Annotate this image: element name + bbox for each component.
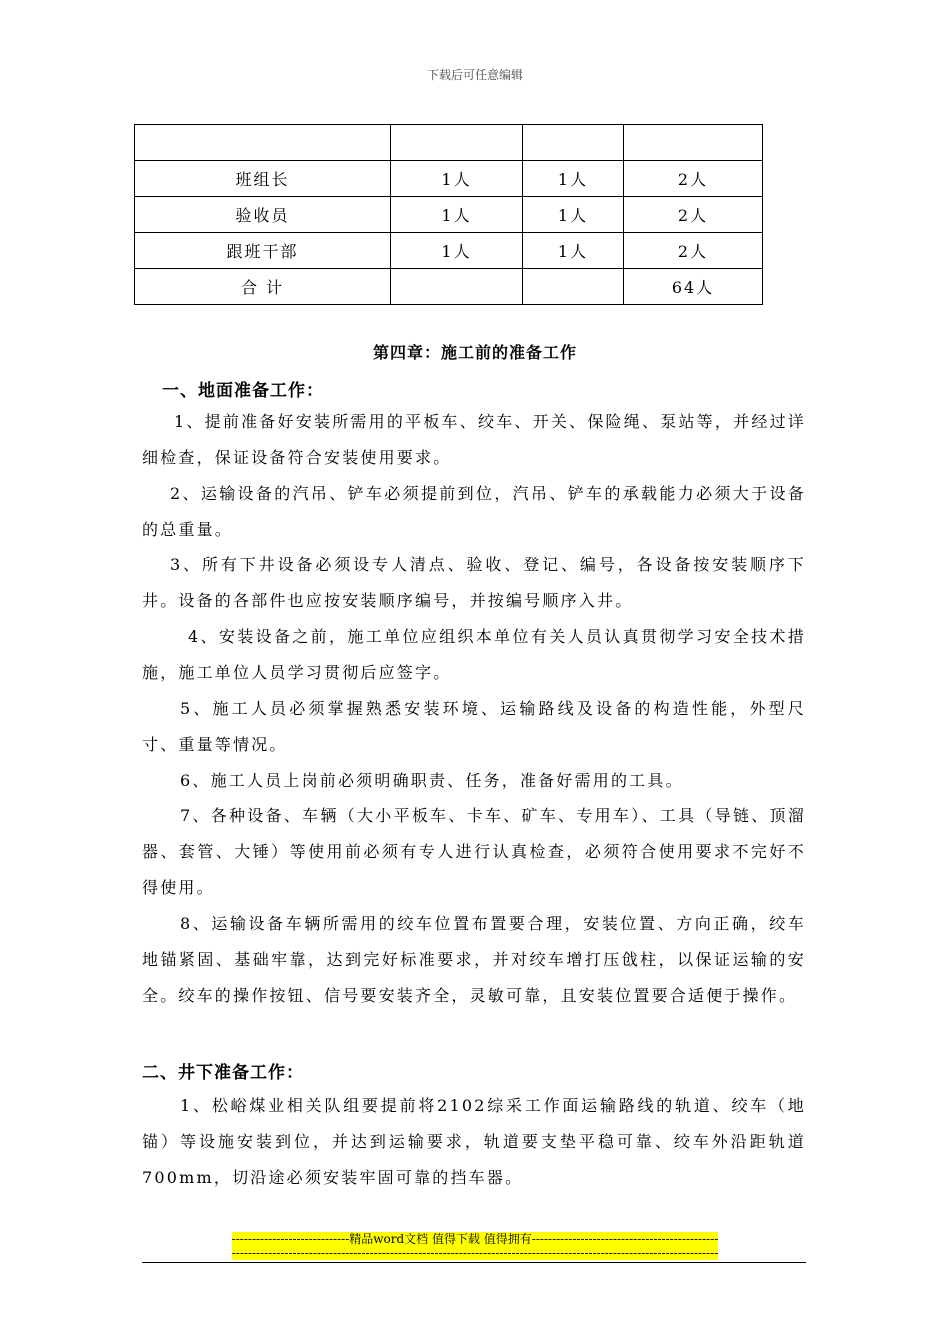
paragraph: 1、松峪煤业相关队组要提前将2102综采工作面运输路线的轨道、绞车（地锚）等设施安装到位，并达到运输要求，轨道要支垫平稳可靠、绞车外沿距轨道700mm，切沿途必须安装牢固可靠的挡车器。 [142, 1096, 806, 1187]
table-cell [391, 269, 523, 305]
paragraph: 5、施工人员必须掌握熟悉安装环境、运输路线及设备的构造性能，外型尺寸、重量等情况。 [142, 699, 806, 754]
paragraph: 6、施工人员上岗前必须明确职责、任务，准备好需用的工具。 [180, 771, 684, 790]
paragraph: 7、各种设备、车辆（大小平板车、卡车、矿车、专用车）、工具（导链、顶溜器、套管、大锤）等使用前必须有专人进行认真检查，必须符合使用要求不完好不得使用。 [142, 806, 806, 897]
header-note: 下载后可任意编辑 [426, 68, 523, 82]
paragraph: 4、安装设备之前，施工单位应组织本单位有关人员认真贯彻学习安全技术措施，施工单位人员学习贯彻后应签字。 [142, 627, 806, 682]
table-cell [391, 125, 523, 161]
total-label-cell: 合 计 [135, 269, 391, 305]
table-cell: 跟班干部 [135, 233, 391, 269]
paragraph: 8、运输设备车辆所需用的绞车位置布置要合理，安装位置、方向正确，绞车地锚紧固、基础牢靠，达到完好标准要求，并对绞车增打压戗柱，以保证运输的安全。绞车的操作按钮、信号要安装齐全，灵敏可靠，且安装位置要合适便于操作。 [142, 914, 806, 1005]
paragraph: 3、所有下井设备必须设专人清点、验收、登记、编号，各设备按安装顺序下井。设备的各部件也应按安装顺序编号，并按编号顺序入井。 [142, 555, 806, 610]
section-heading: 一、地面准备工作： [162, 381, 324, 401]
table-cell [135, 125, 391, 161]
table-row [135, 197, 763, 233]
footer-banner [0, 1246, 950, 1260]
table-cell: 1人 [523, 161, 624, 197]
footer-banner-text: -----------------------------精品word文档 值得下载 值得拥有---------------------------------------------- [231, 1232, 719, 1246]
footer-banner [0, 1230, 950, 1247]
table-cell: 1人 [391, 233, 523, 269]
paragraph: 1、提前准备好安装所需用的平板车、绞车、开关、保险绳、泵站等，并经过详细检查，保证设备符合安装使用要求。 [142, 412, 806, 467]
footer-banner-text: ------------------------------------------------------------------------------------------------------------------------ [231, 1246, 719, 1260]
table-cell: 2人 [624, 161, 763, 197]
staff-table [134, 124, 763, 305]
table-cell [523, 269, 624, 305]
table-cell: 1人 [391, 197, 523, 233]
table-row [135, 125, 763, 161]
table-cell: 班组长 [135, 161, 391, 197]
table-cell: 2人 [624, 233, 763, 269]
footer-divider [142, 1262, 806, 1263]
table-cell [523, 125, 624, 161]
section-heading: 二、井下准备工作： [142, 1063, 304, 1083]
table-row [135, 233, 763, 269]
table-cell: 64人 [624, 269, 763, 305]
table-row [135, 161, 763, 197]
table-cell: 1人 [391, 161, 523, 197]
paragraph: 2、运输设备的汽吊、铲车必须提前到位，汽吊、铲车的承载能力必须大于设备的总重量。 [142, 484, 806, 539]
table-cell: 1人 [523, 197, 624, 233]
table-row [135, 269, 763, 305]
chapter-title: 第四章：施工前的准备工作 [372, 343, 577, 362]
table-cell [624, 125, 763, 161]
table-cell: 1人 [523, 233, 624, 269]
table-cell: 验收员 [135, 197, 391, 233]
table-cell: 2人 [624, 197, 763, 233]
